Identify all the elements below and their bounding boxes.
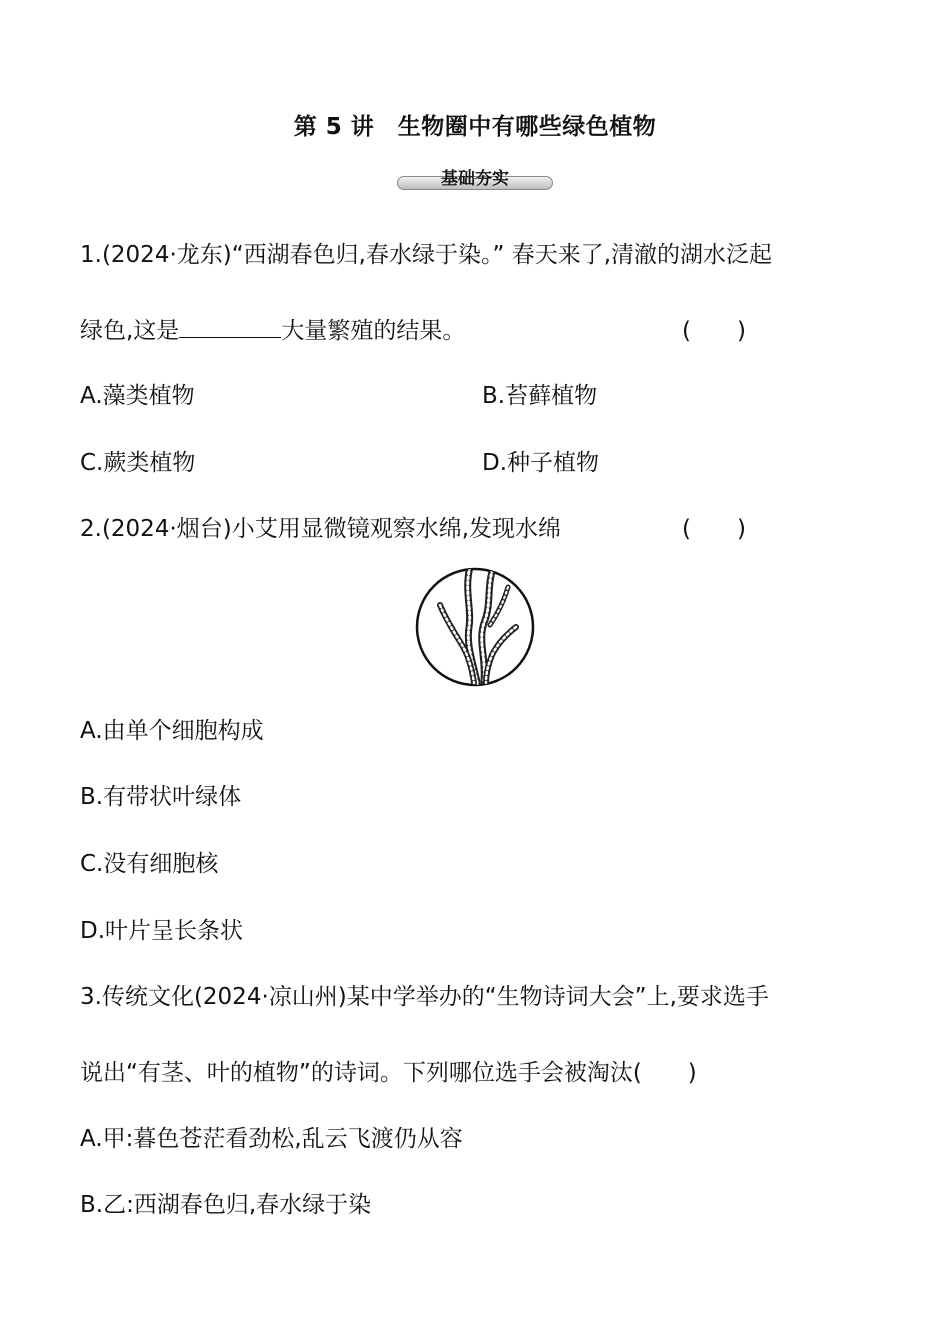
question-1-option-b: B.苔藓植物	[482, 383, 598, 409]
section-label: 基础夯实	[441, 169, 509, 189]
question-1-text-after-blank: 大量繁殖的结果。	[281, 318, 466, 344]
question-2-answer-paren: ( )	[682, 516, 746, 542]
question-2-option-c: C.没有细胞核	[80, 851, 219, 877]
question-3-option-a: A.甲:暮色苍茫看劲松,乱云飞渡仍从容	[80, 1126, 463, 1152]
question-2-option-d: D.叶片呈长条状	[80, 918, 244, 944]
question-1-answer-paren: ( )	[682, 318, 746, 344]
answer-blank	[179, 319, 281, 338]
question-2-option-a: A.由单个细胞构成	[80, 718, 264, 744]
question-3-line-1: 3.传统文化(2024·凉山州)某中学举办的“生物诗词大会”上,要求选手	[80, 984, 769, 1010]
question-1-line-2	[80, 312, 465, 345]
question-1-option-a: A.藻类植物	[80, 383, 195, 409]
section-banner	[397, 164, 553, 192]
question-2-option-b: B.有带状叶绿体	[80, 784, 242, 810]
question-2-line-1: 2.(2024·烟台)小艾用显微镜观察水绵,发现水绵	[80, 516, 562, 542]
question-3-line-2: 说出“有茎、叶的植物”的诗词。下列哪位选手会被淘汰( )	[80, 1060, 697, 1086]
question-1-option-d: D.种子植物	[482, 450, 600, 476]
page-title: 第 5 讲 生物圈中有哪些绿色植物	[293, 114, 657, 140]
spirogyra-microscope-figure	[412, 565, 538, 689]
question-1-text-before-blank: 绿色,这是	[80, 318, 180, 344]
question-1-line-1: 1.(2024·龙东)“西湖春色归,春水绿于染。” 春天来了,清澈的湖水泛起	[80, 242, 772, 268]
question-1-option-c: C.蕨类植物	[80, 450, 196, 476]
question-3-option-b: B.乙:西湖春色归,春水绿于染	[80, 1192, 372, 1218]
